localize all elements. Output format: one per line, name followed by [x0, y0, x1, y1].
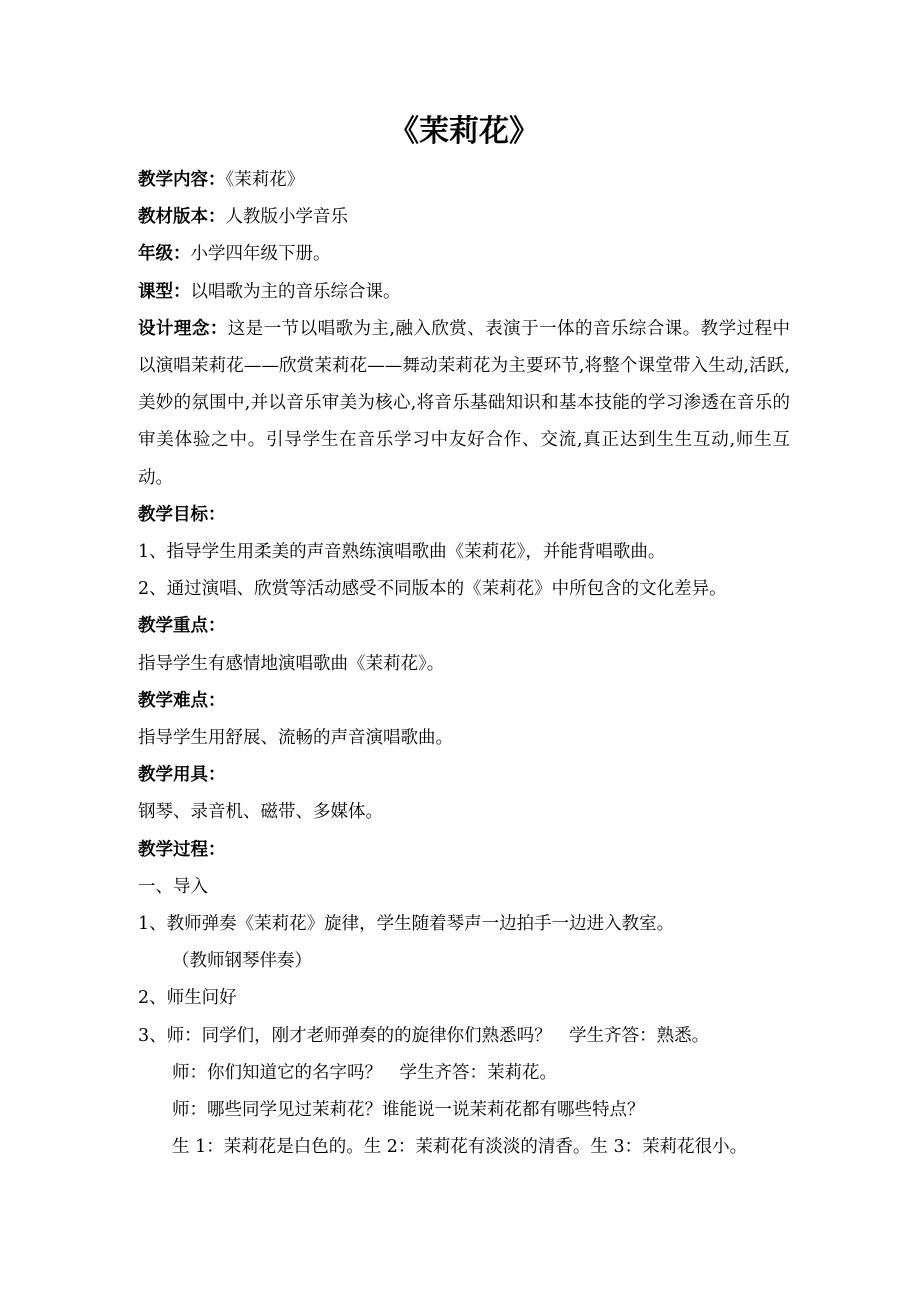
- document-page: [138, 110, 790, 1166]
- content-value: 《茉莉花》: [225, 170, 305, 190]
- content-row: [138, 162, 790, 199]
- process-dialog-3: 生 1：茉莉花是白色的。生 2：茉莉花有淡淡的清香。生 3：茉莉花很小。: [172, 1137, 748, 1158]
- key-point-text: 指导学生有感情地演唱歌曲《茉莉花》。: [138, 653, 445, 674]
- lesson-type-row: [138, 274, 790, 311]
- design-paragraph: [138, 311, 790, 497]
- edition-row: [138, 199, 790, 236]
- design-label: 设计理念：: [138, 318, 228, 339]
- difficulty-heading: 教学难点：: [138, 690, 226, 711]
- process-dialog-1: 师：你们知道它的名字吗？ 学生齐答：茉莉花。: [172, 1062, 557, 1083]
- goal-item-1: 1、指导学生用柔美的声音熟练演唱歌曲《茉莉花》，并能背唱歌曲。: [138, 542, 666, 563]
- grade-label: 年级：: [138, 244, 191, 265]
- grade-value: 小学四年级下册。: [190, 244, 331, 265]
- process-step-1: 1、教师弹奏《茉莉花》旋律，学生随着琴声一边拍手一边进入教室。: [138, 914, 675, 935]
- goals-heading: 教学目标：: [138, 504, 226, 525]
- process-heading: 教学过程：: [138, 839, 226, 860]
- process-step-3: 3、师：同学们，刚才老师弹奏的的旋律你们熟悉吗？ 学生齐答：熟悉。: [138, 1025, 710, 1046]
- key-point-heading: 教学重点：: [138, 616, 226, 637]
- lesson-type-value: 以唱歌为主的音乐综合课。: [190, 281, 401, 302]
- process-step-2: 2、师生问好: [138, 988, 237, 1009]
- edition-value: 人教版小学音乐: [225, 207, 348, 228]
- content-label: 教学内容：: [138, 170, 226, 190]
- tools-text: 钢琴、录音机、磁带、多媒体。: [138, 802, 383, 823]
- edition-label: 教材版本：: [138, 207, 226, 228]
- grade-row: [138, 236, 790, 273]
- tools-heading: 教学用具：: [138, 765, 226, 786]
- document-title: 《茉莉花》: [389, 114, 539, 149]
- design-text: 这是一节以唱歌为主,融入欣赏、表演于一体的音乐综合课。教学过程中以演唱茉莉花——欣赏茉莉花——舞动茉莉花为主要环节,将整个课堂带入生动,活跃,美妙的氛围中,并以音乐审美为核心,将音乐基础知识和基本技能的学习渗透在音乐的审美体验之中。引导学生在音乐学习中友好合作、交流,真正达到生生互动,师生互动。: [138, 318, 791, 488]
- lesson-type-label: 课型：: [138, 281, 191, 302]
- process-section-intro: 一、导入: [138, 876, 208, 897]
- goal-item-2: 2、通过演唱、欣赏等活动感受不同版本的《茉莉花》中所包含的文化差异。: [138, 579, 727, 600]
- process-dialog-2: 师：哪些同学见过茉莉花？谁能说一说茉莉花都有哪些特点？: [172, 1100, 645, 1121]
- process-step-1-note: （教师钢琴伴奏）: [172, 951, 312, 972]
- difficulty-text: 指导学生用舒展、流畅的声音演唱歌曲。: [138, 728, 453, 749]
